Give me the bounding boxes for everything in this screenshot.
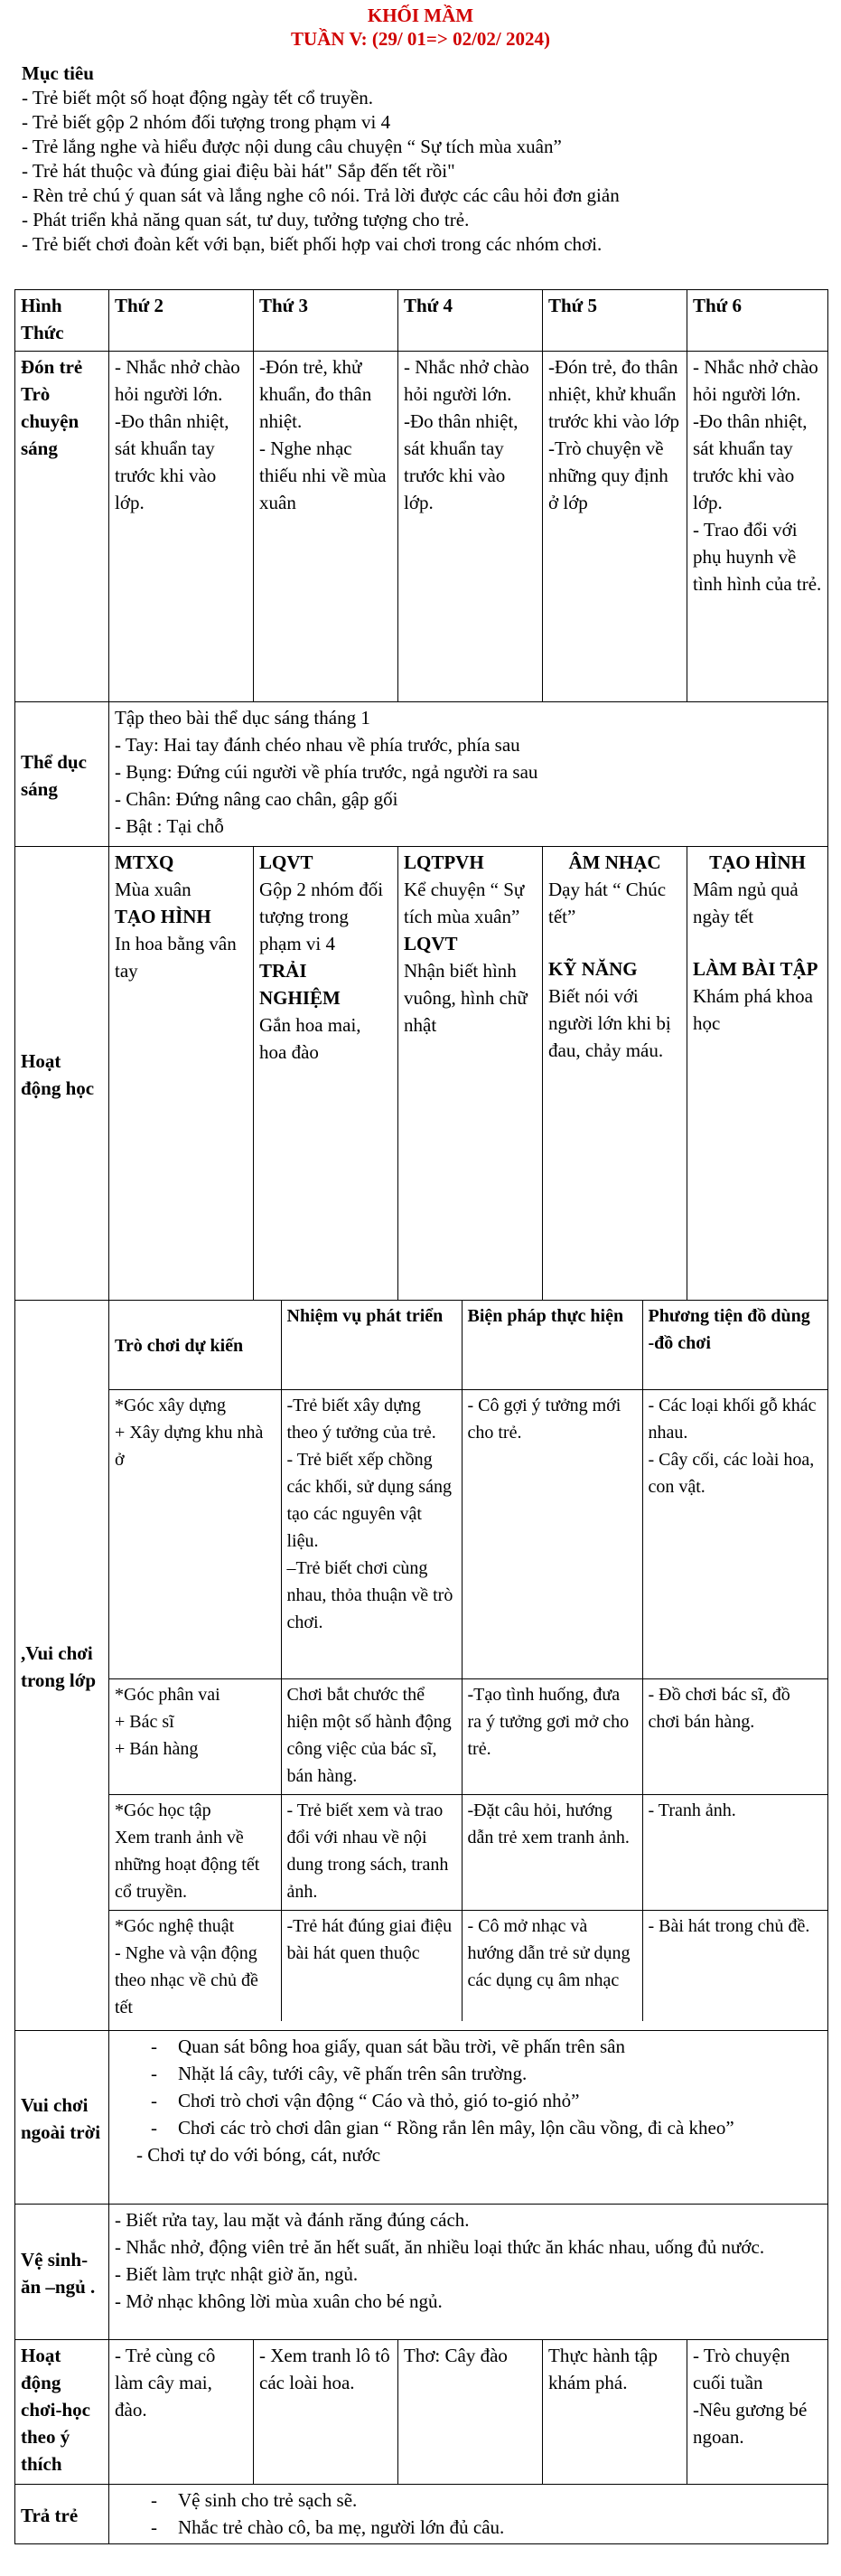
- play-task: Chơi bắt chước thể hiện một số hành động công việc của bác sĩ, bán hàng.: [281, 1678, 462, 1794]
- subject-heading: MTXQ: [115, 851, 174, 873]
- subject-text: In hoa bằng vân tay: [115, 933, 237, 982]
- subject-heading: TRẢI NGHIỆM: [259, 960, 341, 1009]
- day-cell: [398, 847, 543, 1301]
- row-label: Vui chơi ngoài trời: [15, 2031, 109, 2205]
- subject-heading: LÀM BÀI TẬP: [693, 958, 818, 980]
- pickup-list: [115, 2487, 822, 2541]
- list-item: - Nhắc trẻ chào cô, ba mẹ, người lớn đủ câu.: [178, 2514, 822, 2541]
- day-cell: - Trò chuyện cuối tuần -Nêu gương bé ngoan.: [687, 2340, 828, 2485]
- header-cell: Thứ 5: [543, 290, 687, 352]
- header-cell: Hình Thức: [15, 290, 109, 352]
- row-label: Hoạt động học: [15, 847, 109, 1301]
- header-cell: Thứ 6: [687, 290, 828, 352]
- cell-line: -Đón trẻ, khử khuẩn, đo thân nhiệt.: [259, 356, 372, 432]
- row-label: Hoạt động chơi-học theo ý thích: [15, 2340, 109, 2485]
- hygiene-row: [15, 2205, 828, 2340]
- day-cell: - Xem tranh lô tô các loài hoa.: [254, 2340, 398, 2485]
- table-header-row: [15, 290, 828, 352]
- list-item: - Nhặt lá cây, tưới cây, vẽ phấn trên sân trường.: [178, 2060, 822, 2087]
- hygiene-line: - Biết làm trực nhật giờ ăn, ngủ.: [115, 2263, 359, 2285]
- play-method: -Tạo tình huống, đưa ra ý tưởng gơi mở cho trẻ.: [462, 1678, 642, 1794]
- subject-text: Biết nói với người lớn khi bị đau, chảy máu.: [548, 985, 671, 1061]
- day-cell: [254, 847, 398, 1301]
- day-cell: [687, 352, 828, 702]
- cell-line: - Nhắc nhở chào hỏi người lớn.: [693, 356, 818, 405]
- morning-exercise-row: [15, 702, 828, 847]
- play-head: Phương tiện đồ dùng -đồ chơi: [642, 1301, 827, 1389]
- day-cell: [543, 352, 687, 702]
- subject-text: Mùa xuân: [115, 879, 192, 900]
- play-method: - Cô gợi ý tưởng mới cho trẻ.: [462, 1389, 642, 1678]
- play-task: -Trẻ hát đúng giai điệu bài hát quen thuộc: [281, 1910, 462, 2021]
- row-label: ,Vui chơi trong lớp: [15, 1301, 109, 2031]
- pickup-row: [15, 2485, 828, 2544]
- subject-text: Nhận biết hình vuông, hình chữ nhật: [404, 960, 528, 1036]
- subject-text: Gắn hoa mai, hoa đào: [259, 1014, 361, 1063]
- cell-line: - Trao đổi với phụ huynh về tình hình của trẻ.: [693, 519, 822, 595]
- play-task: - Trẻ biết xem và trao đổi với nhau về nội dung trong sách, tranh ảnh.: [281, 1794, 462, 1910]
- play-method: - Cô mở nhạc và hướng dẫn trẻ sử dụng các dụng cụ âm nhạc: [462, 1910, 642, 2021]
- outdoor-play-row: [15, 2031, 828, 2205]
- subject-heading: TẠO HÌNH: [709, 851, 806, 873]
- header-cell: Thứ 2: [109, 290, 254, 352]
- subject-text: Kể chuyện “ Sự tích mùa xuân”: [404, 879, 525, 927]
- day-cell: [543, 847, 687, 1301]
- cell-line: -Đo thân nhiệt, sát khuẩn tay trước khi vào lớp.: [693, 410, 808, 513]
- cell-line: -Đo thân nhiệt, sát khuẩn tay trước khi vào lớp.: [404, 410, 519, 513]
- learning-activity-row: [15, 847, 828, 1301]
- indoor-play-cell: [109, 1301, 828, 2031]
- play-materials: - Tranh ảnh.: [642, 1794, 827, 1910]
- outdoor-play-list: [115, 2033, 822, 2141]
- morning-greeting-row: [15, 352, 828, 702]
- play-corner: *Góc xây dựng + Xây dựng khu nhà ở: [109, 1389, 281, 1678]
- exercise-cell: [109, 702, 828, 847]
- play-head: Nhiệm vụ phát triển: [281, 1301, 462, 1389]
- hygiene-cell: [109, 2205, 828, 2340]
- schedule-table: [14, 289, 828, 2544]
- day-cell: [254, 352, 398, 702]
- subject-heading: LQVT: [404, 933, 458, 954]
- day-cell: [398, 352, 543, 702]
- goal-item: - Trẻ biết gộp 2 nhóm đối tượng trong phạm vi 4: [22, 111, 391, 133]
- list-item: - Chơi trò chơi vận động “ Cáo và thỏ, gió to-gió nhỏ”: [178, 2087, 822, 2114]
- cell-line: - Nhắc nhở chào hỏi người lớn.: [115, 356, 240, 405]
- play-materials: - Bài hát trong chủ đề.: [642, 1910, 827, 2021]
- day-cell: [687, 847, 828, 1301]
- cell-line: - Nghe nhạc thiếu nhi về mùa xuân: [259, 437, 387, 513]
- afternoon-activity-row: [15, 2340, 828, 2485]
- play-corner: *Góc học tập Xem tranh ảnh về những hoạt động tết cổ truyền.: [109, 1794, 281, 1910]
- day-cell: Thơ: Cây đào: [398, 2340, 543, 2485]
- play-head: Biện pháp thực hiện: [462, 1301, 642, 1389]
- list-item: - Chơi tự do với bóng, cát, nước: [136, 2144, 381, 2166]
- cell-line: -Đón trẻ, đo thân nhiệt, khử khuẩn trước khi vào lớp: [548, 356, 679, 432]
- pickup-cell: [109, 2485, 828, 2544]
- day-cell: [109, 352, 254, 702]
- list-item: - Quan sát bông hoa giấy, quan sát bầu trời, vẽ phấn trên sân: [178, 2033, 822, 2060]
- exercise-line: Tập theo bài thể dục sáng tháng 1: [115, 707, 370, 729]
- subject-text: Dạy hát “ Chúc tết”: [548, 879, 667, 927]
- exercise-line: - Bật : Tại chỗ: [115, 815, 224, 837]
- subject-heading: LQVT: [259, 851, 313, 873]
- row-label: Trả trẻ: [15, 2485, 109, 2544]
- cell-line: -Trò chuyện về những quy định ở lớp: [548, 437, 668, 513]
- day-cell: - Trẻ cùng cô làm cây mai, đào.: [109, 2340, 254, 2485]
- subject-heading: LQTPVH: [404, 851, 484, 873]
- play-materials: - Các loại khối gỗ khác nhau. - Cây cối, các loài hoa, con vật.: [642, 1389, 827, 1678]
- subject-text: Mâm ngủ quả ngày tết: [693, 879, 799, 927]
- indoor-play-table: [109, 1301, 827, 2021]
- hygiene-line: - Nhắc nhở, động viên trẻ ăn hết suất, ăn nhiều loại thức ăn khác nhau, uống đủ nước.: [115, 2236, 765, 2258]
- cell-line: - Nhắc nhở chào hỏi người lớn.: [404, 356, 529, 405]
- header-cell: Thứ 3: [254, 290, 398, 352]
- subject-heading: ÂM NHẠC: [568, 851, 661, 873]
- day-cell: Thực hành tập khám phá.: [543, 2340, 687, 2485]
- outdoor-play-cell: [109, 2031, 828, 2205]
- play-corner: *Góc nghệ thuật - Nghe và vận động theo nhạc về chủ đề tết: [109, 1910, 281, 2021]
- row-label: Đón trẻ Trò chuyện sáng: [15, 352, 109, 702]
- hygiene-line: - Mở nhạc không lời mùa xuân cho bé ngủ.: [115, 2290, 443, 2312]
- doc-subtitle: TUẦN V: (29/ 01=> 02/02/ 2024): [290, 28, 551, 50]
- goals-title: Mục tiêu: [22, 62, 94, 84]
- day-cell: [109, 847, 254, 1301]
- goal-item: - Trẻ hát thuộc và đúng giai điệu bài hát" Sắp đến tết rồi": [22, 160, 455, 182]
- indoor-play-row: [15, 1301, 828, 2031]
- exercise-line: - Tay: Hai tay đánh chéo nhau về phía trước, phía sau: [115, 734, 520, 756]
- play-head: Trò chơi dự kiến: [109, 1301, 281, 1389]
- list-item: - Chơi các trò chơi dân gian “ Rồng rắn lên mây, lộn cầu vồng, đi cà kheo”: [178, 2114, 822, 2141]
- goals-section: [22, 61, 835, 257]
- play-method: -Đặt câu hỏi, hướng dẫn trẻ xem tranh ảnh.: [462, 1794, 642, 1910]
- hygiene-line: - Biết rửa tay, lau mặt và đánh răng đúng cách.: [115, 2209, 470, 2231]
- subject-text: Khám phá khoa học: [693, 985, 813, 1034]
- exercise-line: - Chân: Đứng nâng cao chân, gập gối: [115, 788, 398, 810]
- play-materials: - Đồ chơi bác sĩ, đồ chơi bán hàng.: [642, 1678, 827, 1794]
- header-cell: Thứ 4: [398, 290, 543, 352]
- play-task: -Trẻ biết xây dựng theo ý tưởng của trẻ. - Trẻ biết xếp chồng các khối, sử dụng sáng tạo các nguyên vật liệu. –Trẻ biết chơi cùng nhau, thỏa thuận về trò chơi.: [281, 1389, 462, 1678]
- row-label: Vệ sinh-ăn –ngủ .: [15, 2205, 109, 2340]
- cell-line: -Đo thân nhiệt, sát khuẩn tay trước khi vào lớp.: [115, 410, 229, 513]
- goal-item: - Trẻ biết chơi đoàn kết với bạn, biết phối hợp vai chơi trong các nhóm chơi.: [22, 233, 603, 255]
- list-item: - Vệ sinh cho trẻ sạch sẽ.: [178, 2487, 822, 2514]
- goal-item: - Phát triển khả năng quan sát, tư duy, tưởng tượng cho trẻ.: [22, 209, 470, 230]
- goal-item: - Trẻ biết một số hoạt động ngày tết cổ truyền.: [22, 87, 374, 108]
- play-corner: *Góc phân vai + Bác sĩ + Bán hàng: [109, 1678, 281, 1794]
- subject-heading: TẠO HÌNH: [115, 906, 211, 927]
- subject-text: Gộp 2 nhóm đối tượng trong phạm vi 4: [259, 879, 384, 954]
- subject-heading: KỸ NĂNG: [548, 958, 638, 980]
- goal-item: - Trẻ lắng nghe và hiểu được nội dung câu chuyện “ Sự tích mùa xuân”: [22, 136, 562, 157]
- doc-title: KHỐI MẦM: [367, 5, 474, 26]
- row-label: Thể dục sáng: [15, 702, 109, 847]
- exercise-line: - Bụng: Đứng cúi người về phía trước, ngả người ra sau: [115, 761, 538, 783]
- goal-item: - Rèn trẻ chú ý quan sát và lắng nghe cô nói. Trả lời được các câu hỏi đơn giản: [22, 184, 620, 206]
